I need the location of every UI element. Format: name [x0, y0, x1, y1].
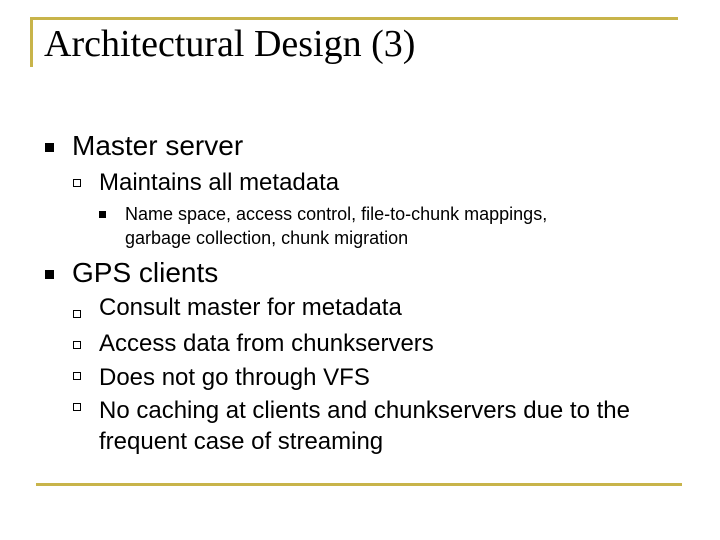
sub-bullet-maintains-metadata: Maintains all metadata [99, 169, 340, 196]
detail-line-2: garbage collection, chunk migration [125, 228, 409, 248]
slide-title: Architectural Design (3) [44, 23, 416, 65]
detail-line-1: Name space, access control, file-to-chunk mappings, [125, 204, 548, 224]
bullet-heading-gps-clients: GPS clients [72, 257, 219, 288]
title-frame-left-rule [30, 17, 33, 67]
list-item-no-caching-continuation: frequent case of streaming [99, 428, 384, 455]
title-frame-top-rule [30, 17, 678, 20]
list-item-vfs: Does not go through VFS [99, 364, 370, 391]
small-square-bullet-icon [99, 211, 106, 218]
list-item-access-data: Access data from chunkservers [99, 330, 434, 357]
hollow-square-bullet-icon [73, 310, 81, 318]
bullet-heading-master-server: Master server [72, 130, 244, 161]
list-item-no-caching: No caching at clients and chunkservers due to the [99, 397, 630, 424]
hollow-square-bullet-icon [73, 179, 81, 187]
bullet-square-icon [45, 143, 54, 152]
bullet-square-icon [45, 270, 54, 279]
list-item-consult-master: Consult master for metadata [99, 294, 402, 321]
hollow-square-bullet-icon [73, 372, 81, 380]
hollow-square-bullet-icon [73, 403, 81, 411]
hollow-square-bullet-icon [73, 341, 81, 349]
bottom-rule [36, 483, 682, 486]
